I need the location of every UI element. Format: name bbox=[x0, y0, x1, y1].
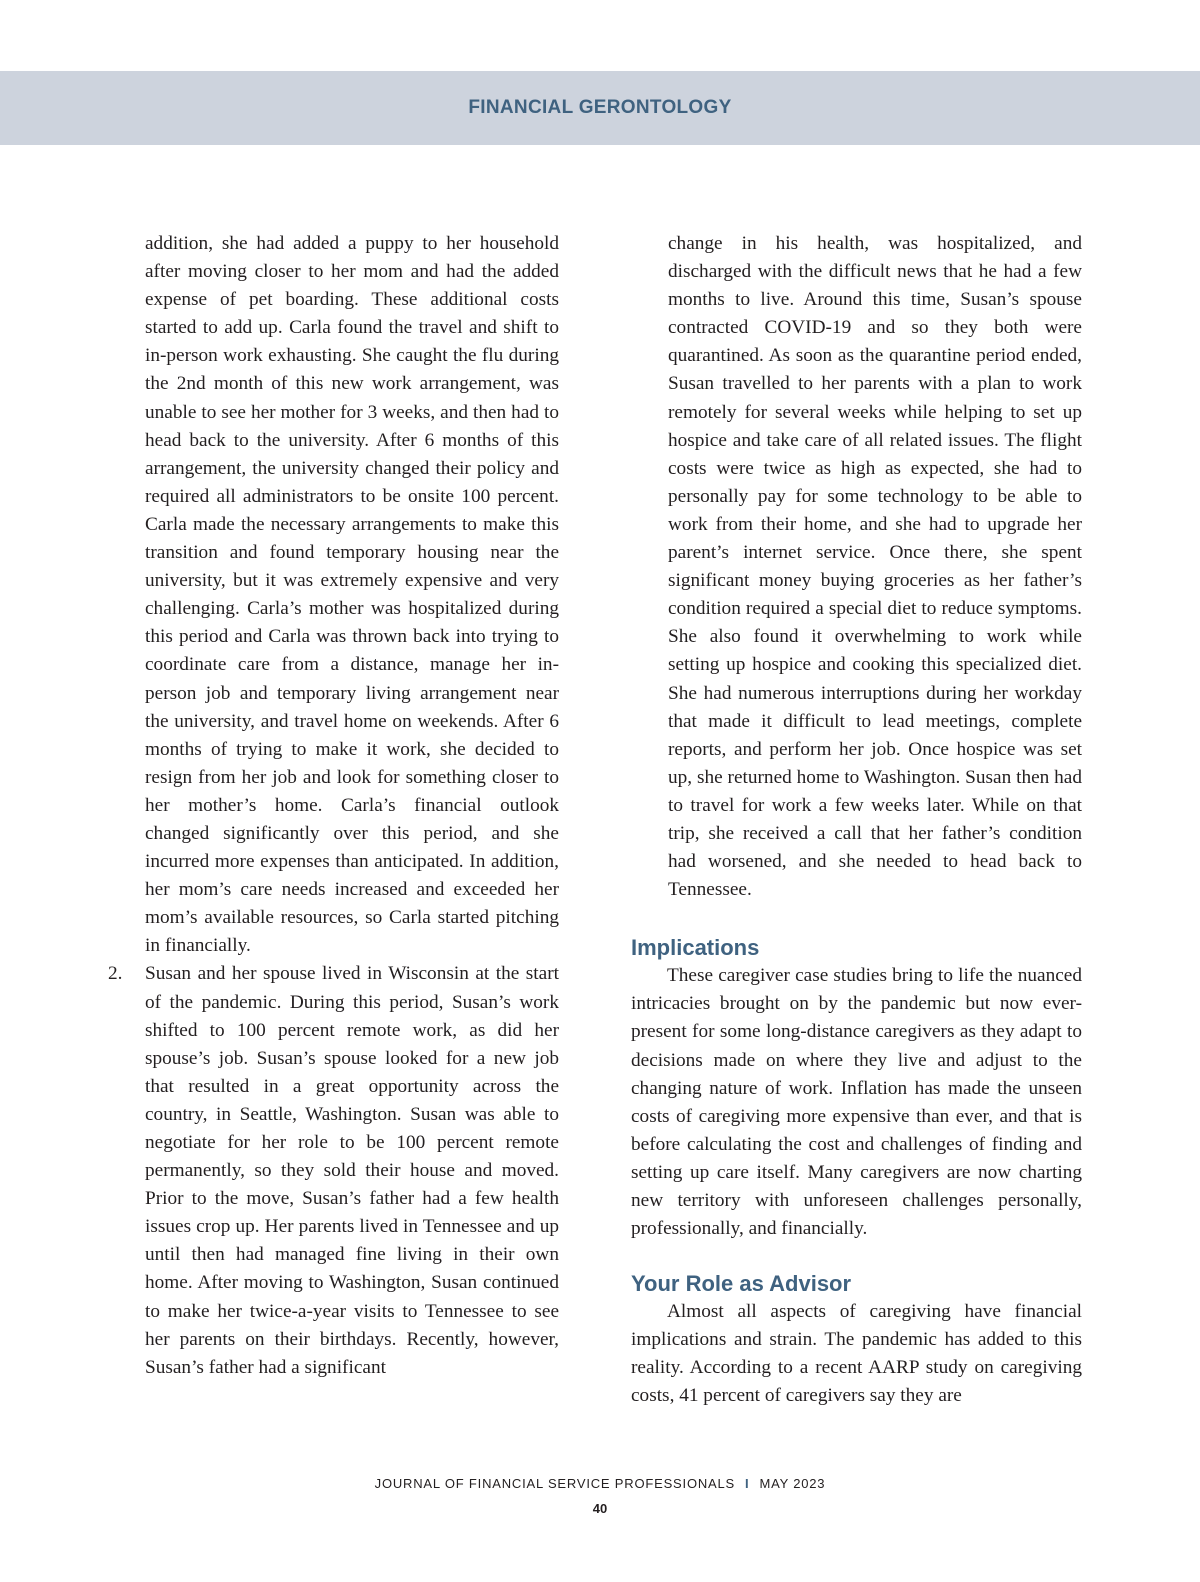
footer-separator: I bbox=[745, 1476, 750, 1491]
running-header: FINANCIAL GERONTOLOGY bbox=[468, 97, 732, 118]
case-study-susan-continuation: change in his health, was hospitalized, and discharged with the difficult news that he had a few months to live. Around this time, Susan’s spouse contracted COVID-19 and so they both were quarantined. As soon as the quarantine period ended, Susan travelled to her parents with a plan to work remotely for several weeks while helping to set up hospice and take care of all related issues. The flight costs were twice as high as expected, she had to personally pay for some technology to be able to work from their home, and she had to upgrade her parent’s internet service. Once there, she spent significant money buying groceries as her father’s condition required a special diet to reduce symptoms. She also found it overwhelming to work while setting up hospice and cooking this specialized diet. She had numerous interruptions during her workday that made it difficult to lead meetings, complete reports, and perform her job. Once hospice was set up, she returned home to Washington. Susan then had to travel for work a few weeks later. While on that trip, she received a call that her father’s condition had worsened, and she needed to head back to Tennessee. bbox=[668, 233, 1082, 901]
list-item-number: 2. bbox=[108, 963, 123, 985]
footer-issue-date: MAY 2023 bbox=[759, 1476, 826, 1491]
case-study-carla-continuation: addition, she had added a puppy to her household after moving closer to her mom and had the added expense of pet boarding. These additional costs started to add up. Carla found the travel and shift to in-person work exhausting. She caught the flu during the 2nd month of this new work arrangement, was unable to see her mother for 3 weeks, and then had to head back to the university. After 6 months of this arrangement, the university changed their policy and required all administrators to be onsite 100 percent. Carla made the necessary arrangements to make this transition and found temporary housing near the university, but it was extremely expensive and very challenging. Carla’s mother was hospitalized during this period and Carla was thrown back into trying to coordinate care from a distance, manage her in-person job and temporary living arrangement near the university, and travel home on weekends. After 6 months of trying to make it work, she decided to resign from her job and look for something closer to her mother’s home. Carla’s financial outlook changed significantly over this period, and she incurred more expenses than anticipated. In addition, her mom’s care needs increased and exceeded her mom’s available resources, so Carla started pitching in financially. bbox=[145, 233, 559, 957]
footer-journal-line bbox=[0, 1476, 1200, 1491]
advisor-role-paragraph: Almost all aspects of caregiving have financial implications and strain. The pandemic has added to this reality. According to a recent AARP study on caregiving costs, 41 percent of caregivers say they are bbox=[631, 1301, 1082, 1407]
implications-paragraph: These caregiver case studies bring to life the nuanced intricacies brought on by the pandemic but now ever-present for some long-distance caregivers as they adapt to decisions made on where they live and adjust to the changing nature of work. Inflation has made the unseen costs of caregiving more expensive than ever, and that is before calculating the cost and challenges of finding and setting up care itself. Many caregivers are now charting new territory with unforeseen challenges personally, professionally, and financially. bbox=[631, 965, 1082, 1240]
list-item-susan bbox=[108, 960, 559, 1381]
footer-journal-name: JOURNAL OF FINANCIAL SERVICE PROFESSIONALS bbox=[374, 1476, 736, 1491]
list-item-text: Susan and her spouse lived in Wisconsin at the start of the pandemic. During this period, Susan’s work shifted to 100 percent remote work, as did her spouse’s job. Susan’s spouse looked for a new job that resulted in a great opportunity across the country, in Seattle, Washington. Susan was able to negotiate for her role to be 100 percent remote permanently, so they sold their house and moved. Prior to the move, Susan’s father had a few health issues crop up. Her parents lived in Tennessee and up until then had managed fine living in their own home. After moving to Washington, Susan continued to make her twice-a-year visits to Tennessee to see her parents on their birthdays. Recently, however, Susan’s father had a significant bbox=[145, 963, 559, 1378]
right-column bbox=[631, 230, 1082, 1411]
advisor-role-heading: Your Role as Advisor bbox=[631, 1271, 852, 1297]
page-number: 40 bbox=[592, 1501, 608, 1516]
implications-heading: Implications bbox=[631, 935, 760, 961]
left-column bbox=[108, 230, 559, 1382]
